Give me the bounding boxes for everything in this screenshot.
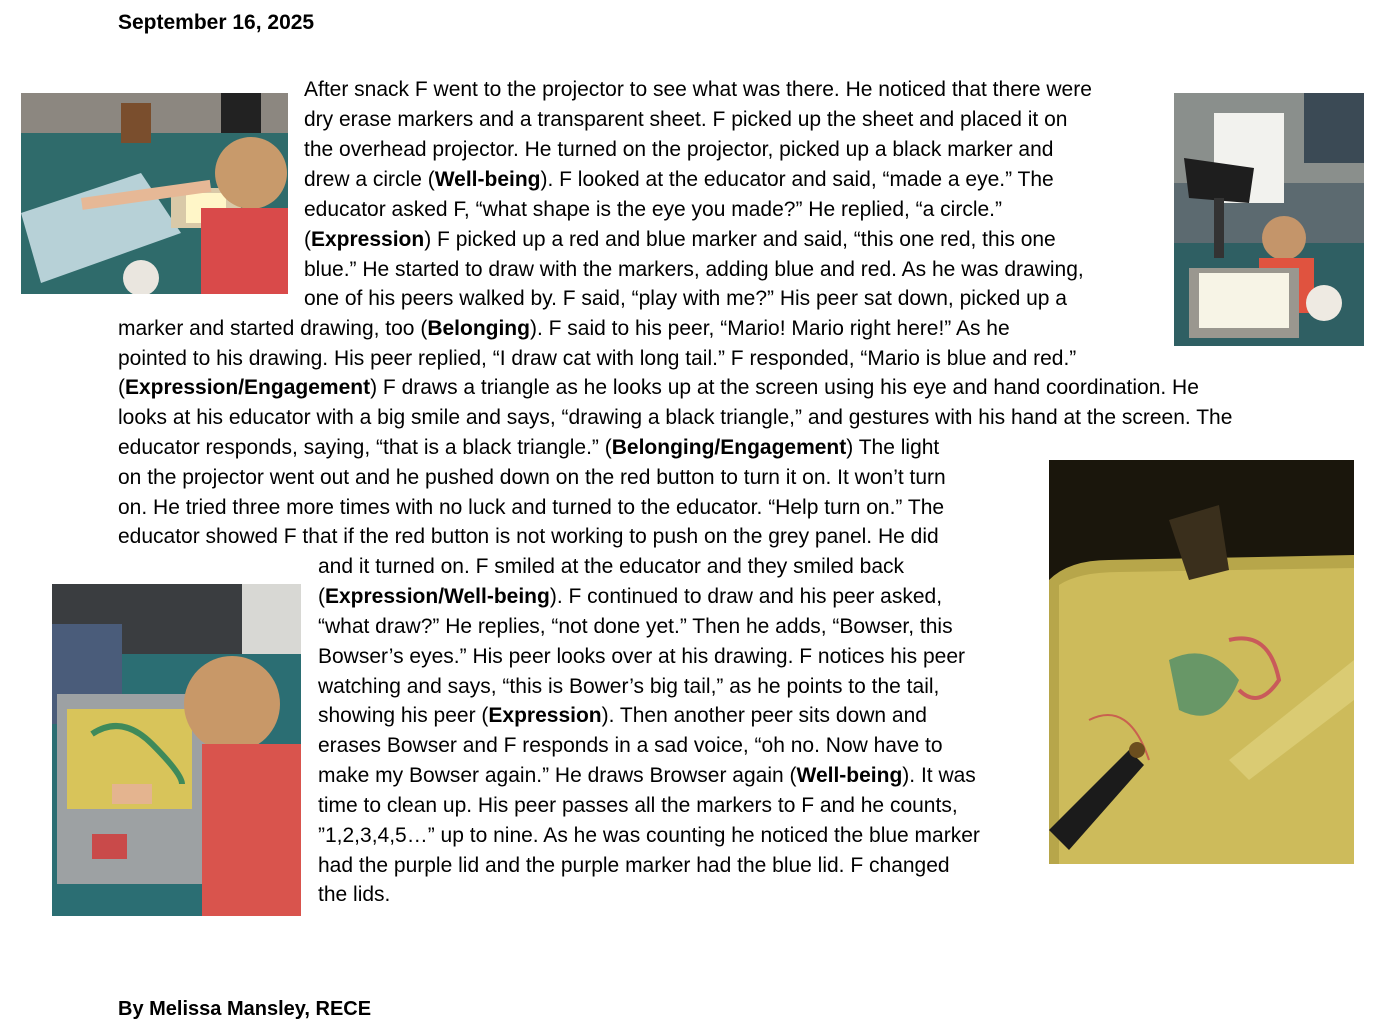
story-line bbox=[318, 763, 976, 789]
story-text: make my Bowser again.” He draws Browser again ( bbox=[318, 764, 797, 787]
story-keyword: Well-being bbox=[434, 168, 541, 191]
story-line bbox=[118, 495, 944, 521]
story-keyword: Expression bbox=[488, 704, 602, 727]
story-text: dry erase markers and a transparent sheet. F picked up the sheet and placed it on bbox=[304, 108, 1068, 131]
story-line bbox=[304, 197, 1002, 223]
story-line bbox=[304, 107, 1067, 133]
story-text: educator showed F that if the red button is not working to push on the grey panel. He did bbox=[118, 525, 939, 548]
story-line bbox=[118, 465, 946, 491]
story-line bbox=[318, 614, 953, 640]
story-text: ). F looked at the educator and said, “made a eye.” The bbox=[540, 168, 1054, 191]
story-line bbox=[318, 674, 939, 700]
story-line bbox=[304, 77, 1092, 103]
story-text: marker and started drawing, too ( bbox=[118, 317, 428, 340]
story-line bbox=[318, 882, 390, 908]
story-text: watching and says, “this is Bower’s big tail,” as he points to the tail, bbox=[318, 675, 940, 698]
story-keyword: Belonging bbox=[427, 317, 530, 340]
story-keyword: Belonging/Engagement bbox=[611, 436, 847, 459]
story-text: on. He tried three more times with no luck and turned to the educator. “Help turn on.” The bbox=[118, 496, 945, 519]
photo-child-pointing-at-projection bbox=[21, 93, 288, 294]
story-line bbox=[318, 733, 943, 759]
story-text: the overhead projector. He turned on the projector, picked up a black marker and bbox=[304, 138, 1054, 161]
story-text: After snack F went to the projector to see what was there. He noticed that there were bbox=[304, 78, 1092, 101]
story-line bbox=[118, 375, 1199, 401]
story-text: ( bbox=[118, 376, 125, 399]
story-text: educator responds, saying, “that is a black triangle.” ( bbox=[118, 436, 612, 459]
story-text: ) The light bbox=[846, 436, 940, 459]
story-line bbox=[118, 405, 1232, 431]
story-text: time to clean up. His peer passes all the markers to F and he counts, bbox=[318, 794, 958, 817]
story-line bbox=[118, 316, 1010, 342]
story-line bbox=[304, 286, 1067, 312]
story-keyword: Well-being bbox=[796, 764, 903, 787]
story-text: showing his peer ( bbox=[318, 704, 489, 727]
story-text: ). F said to his peer, “Mario! Mario right here!” As he bbox=[529, 317, 1010, 340]
story-line bbox=[318, 584, 942, 610]
story-text: Bowser’s eyes.” His peer looks over at his drawing. F notices his peer bbox=[318, 645, 966, 668]
story-line bbox=[118, 346, 1076, 372]
story-text: blue.” He started to draw with the markers, adding blue and red. As he was drawing, bbox=[304, 258, 1084, 281]
story-line bbox=[118, 524, 939, 550]
story-line bbox=[318, 644, 965, 670]
story-text: ). F continued to draw and his peer asked, bbox=[549, 585, 943, 608]
story-line bbox=[318, 823, 980, 849]
photo-closeup-marker-drawing bbox=[1049, 460, 1354, 864]
story-line bbox=[318, 554, 904, 580]
story-line bbox=[304, 257, 1084, 283]
story-line bbox=[304, 137, 1053, 163]
story-text: ). Then another peer sits down and bbox=[601, 704, 927, 727]
story-line bbox=[118, 435, 939, 461]
story-keyword: Expression/Well-being bbox=[325, 585, 550, 608]
document-date: September 16, 2025 bbox=[118, 11, 315, 34]
story-text: “what draw?” He replies, “not done yet.” Then he adds, “Bowser, this bbox=[318, 615, 953, 638]
story-line bbox=[318, 853, 950, 879]
story-text: the lids. bbox=[318, 883, 391, 906]
story-keyword: Expression bbox=[311, 228, 425, 251]
story-text: pointed to his drawing. His peer replied, “I draw cat with long tail.” F responded, “Mario is blue and red.” bbox=[118, 347, 1077, 370]
story-text: ( bbox=[304, 228, 311, 251]
story-text: ) F picked up a red and blue marker and said, “this one red, this one bbox=[424, 228, 1056, 251]
story-text: ( bbox=[318, 585, 325, 608]
story-keyword: Expression/Engagement bbox=[125, 376, 371, 399]
story-text: ). It was bbox=[902, 764, 976, 787]
story-text: on the projector went out and he pushed down on the red button to turn it on. It won’t turn bbox=[118, 466, 946, 489]
story-text: looks at his educator with a big smile and says, “drawing a black triangle,” and gestures with his hand at the screen. The bbox=[118, 406, 1233, 429]
photo-child-at-overhead-projector bbox=[1174, 93, 1364, 346]
story-text: ) F draws a triangle as he looks up at the screen using his eye and hand coordination. He bbox=[370, 376, 1199, 399]
story-line bbox=[304, 227, 1056, 253]
story-text: drew a circle ( bbox=[304, 168, 435, 191]
story-text: one of his peers walked by. F said, “play with me?” His peer sat down, picked up a bbox=[304, 287, 1067, 310]
photo-child-drawing-on-light-panel bbox=[52, 584, 301, 916]
story-text: educator asked F, “what shape is the eye you made?” He replied, “a circle.” bbox=[304, 198, 1003, 221]
story-text: and it turned on. F smiled at the educator and they smiled back bbox=[318, 555, 905, 578]
story-line bbox=[318, 793, 958, 819]
author-signature: By Melissa Mansley, RECE bbox=[118, 998, 372, 1020]
story-line bbox=[304, 167, 1054, 193]
story-text: erases Bowser and F responds in a sad voice, “oh no. Now have to bbox=[318, 734, 943, 757]
story-line bbox=[318, 703, 927, 729]
story-text: ”1,2,3,4,5…” up to nine. As he was counting he noticed the blue marker bbox=[318, 824, 980, 847]
story-text: had the purple lid and the purple marker had the blue lid. F changed bbox=[318, 854, 950, 877]
